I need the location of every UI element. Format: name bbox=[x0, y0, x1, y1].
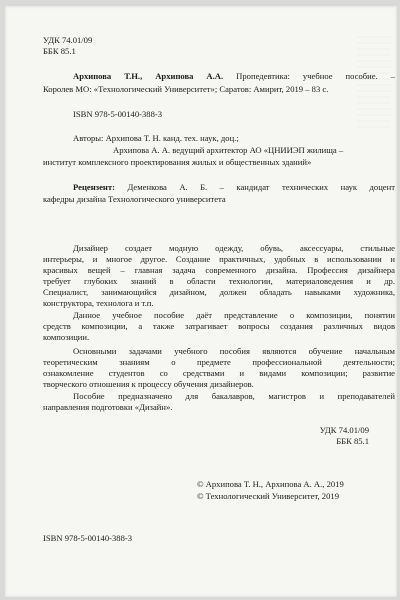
bleed-through-shadow bbox=[357, 36, 391, 131]
annotation-p3-line: творческого отношения к процессу обучения дизайнеров. bbox=[43, 379, 254, 389]
reviewer-line-2: кафедры дизайна Технологического университета bbox=[43, 194, 226, 204]
annotation-p2-line: средств композиции, а также затрагивает вопросы создания различных видов bbox=[43, 321, 395, 331]
udk-code: УДК 74.01/09 bbox=[43, 35, 93, 45]
reviewer-label: Рецензент: bbox=[73, 182, 115, 192]
annotation-p1-line: требует глубоких знаний в области технологии, материаловедения и др. bbox=[43, 276, 395, 286]
bbk-code: ББК 85.1 bbox=[43, 46, 76, 56]
annotation-p3-line: теоретическим знаниям о предмете профессиональной деятельности; bbox=[43, 357, 395, 367]
copyright-authors: © Архипова Т. Н., Архипова А. А., 2019 bbox=[197, 479, 344, 489]
citation-line-2: Королев МО: «Технологический Университет»; Саратов: Амирит, 2019 – 83 с. bbox=[43, 84, 329, 94]
annotation-p3-line: Основными задачами учебного пособия являются обучение начальным bbox=[73, 346, 395, 356]
reviewer-line-1 bbox=[73, 182, 395, 192]
reviewer-name: Деменкова А. Б. – кандидат технических наук доцент bbox=[127, 182, 395, 192]
citation-authors: Архипова Т.Н., Архипова А.А. bbox=[73, 71, 224, 81]
copyright-publisher: © Технологический Университет, 2019 bbox=[197, 491, 339, 501]
bbk-code-right: ББК 85.1 bbox=[336, 436, 369, 446]
udk-code-right: УДК 74.01/09 bbox=[319, 425, 369, 435]
annotation-p4-line: направления подготовки «Дизайн». bbox=[43, 402, 173, 412]
annotation-p1-line: красивых вещей – главная задача современного дизайна. Профессия дизайнера bbox=[43, 265, 395, 275]
annotation-p2-line: Данное учебное пособие даёт представление о композиции, понятии bbox=[73, 310, 395, 320]
annotation-p3-line: ознакомление студентов со средствами и видами композиции; развитие bbox=[43, 368, 395, 378]
annotation-p1-line: Дизайнер создает модную одежду, обувь, аксессуары, стильные bbox=[73, 243, 395, 253]
citation-line-1 bbox=[73, 71, 395, 81]
authors-line-2: Архипова А. А. ведущий архитектор АО «ЦНИИЭП жилища – bbox=[113, 145, 344, 155]
authors-line-3: институт комплексного проектирования жилых и общественных зданий» bbox=[43, 157, 312, 167]
annotation-p1-line: Специалист, занимающийся дизайном, должен обладать навыками художника, bbox=[43, 287, 395, 297]
book-imprint-page bbox=[5, 6, 397, 597]
isbn-top: ISBN 978-5-00140-388-3 bbox=[73, 109, 163, 119]
citation-title: Пропедевтика: учебное пособие. – bbox=[236, 71, 395, 81]
annotation-p1-line: интерьеры, и многое другое. Создание практичных, удобных в использовании и bbox=[43, 254, 395, 264]
authors-line-1: Авторы: Архипова Т. Н. канд. тех. наук, доц.; bbox=[73, 133, 239, 143]
annotation-p1-line: конструктора, технолога и т.п. bbox=[43, 298, 154, 308]
isbn-bottom: ISBN 978-5-00140-388-3 bbox=[43, 533, 133, 543]
annotation-p4-line: Пособие предназначено для бакалавров, магистров и преподавателей bbox=[73, 391, 395, 401]
annotation-p2-line: композиции. bbox=[43, 332, 90, 342]
